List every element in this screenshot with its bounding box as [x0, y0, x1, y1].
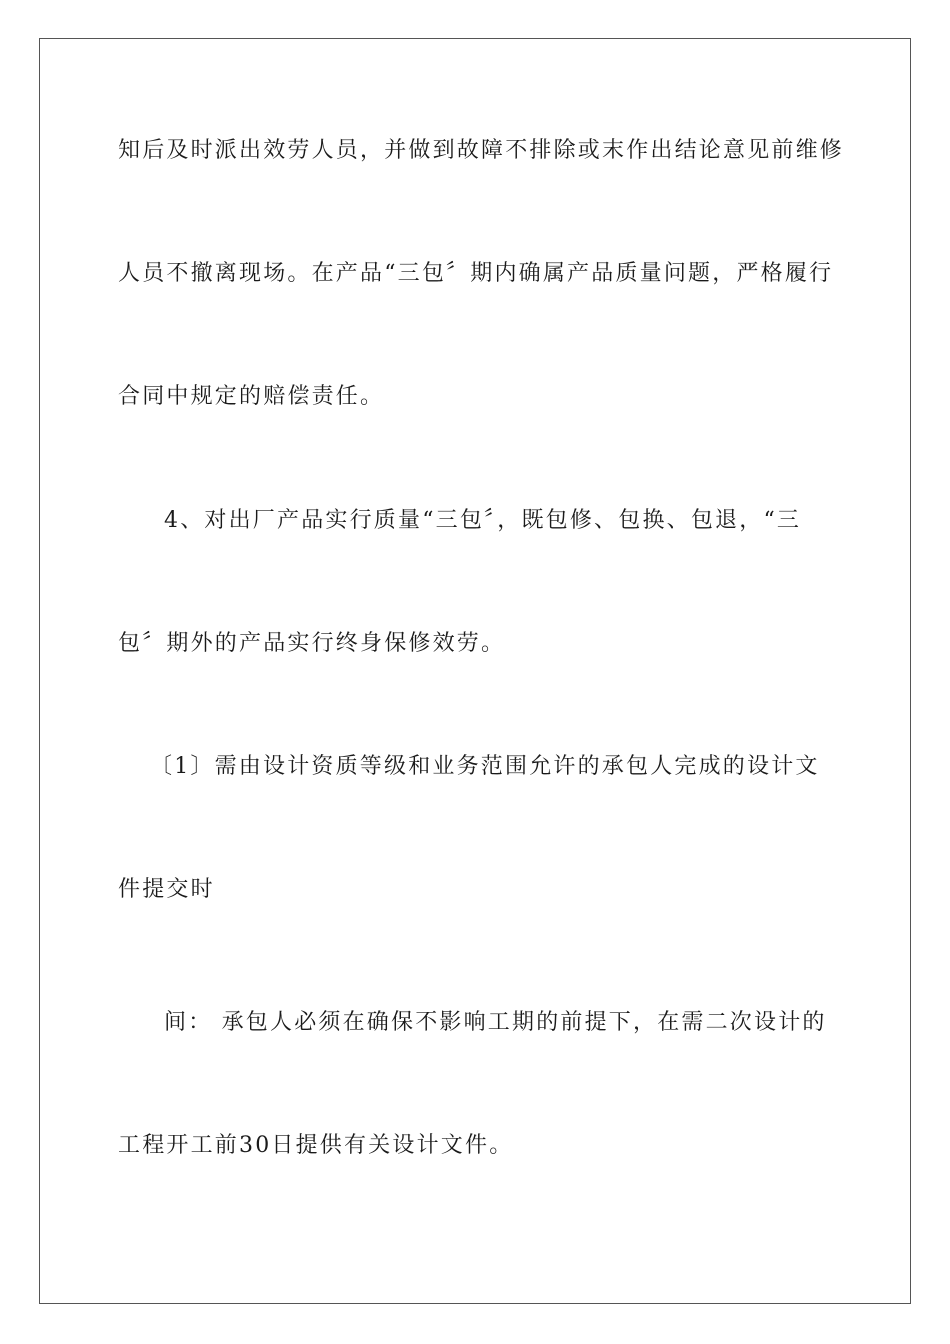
- text-line-9: 工程开工前30日提供有关设计文件。: [118, 1133, 514, 1158]
- text-line-5: 包〞期外的产品实行终身保修效劳。: [118, 631, 506, 656]
- text-line-3: 合同中规定的赔偿责任。: [118, 384, 385, 409]
- text-line-1: 知后及时派出效劳人员，并做到故障不排除或末作出结论意见前维修: [118, 138, 845, 163]
- text-line-8: 间： 承包人必须在确保不影响工期的前提下，在需二次设计的: [164, 1010, 827, 1035]
- text-line-6: 〔1〕需由设计资质等级和业务范围允许的承包人完成的设计文: [150, 754, 820, 779]
- text-line-2: 人员不撤离现场。在产品“三包〞期内确属产品质量问题，严格履行: [118, 261, 834, 286]
- text-line-4: 4、对出厂产品实行质量“三包〞，既包修、包换、包退，“三: [164, 508, 802, 533]
- text-line-7: 件提交时: [118, 877, 215, 902]
- page-border: [39, 38, 911, 1304]
